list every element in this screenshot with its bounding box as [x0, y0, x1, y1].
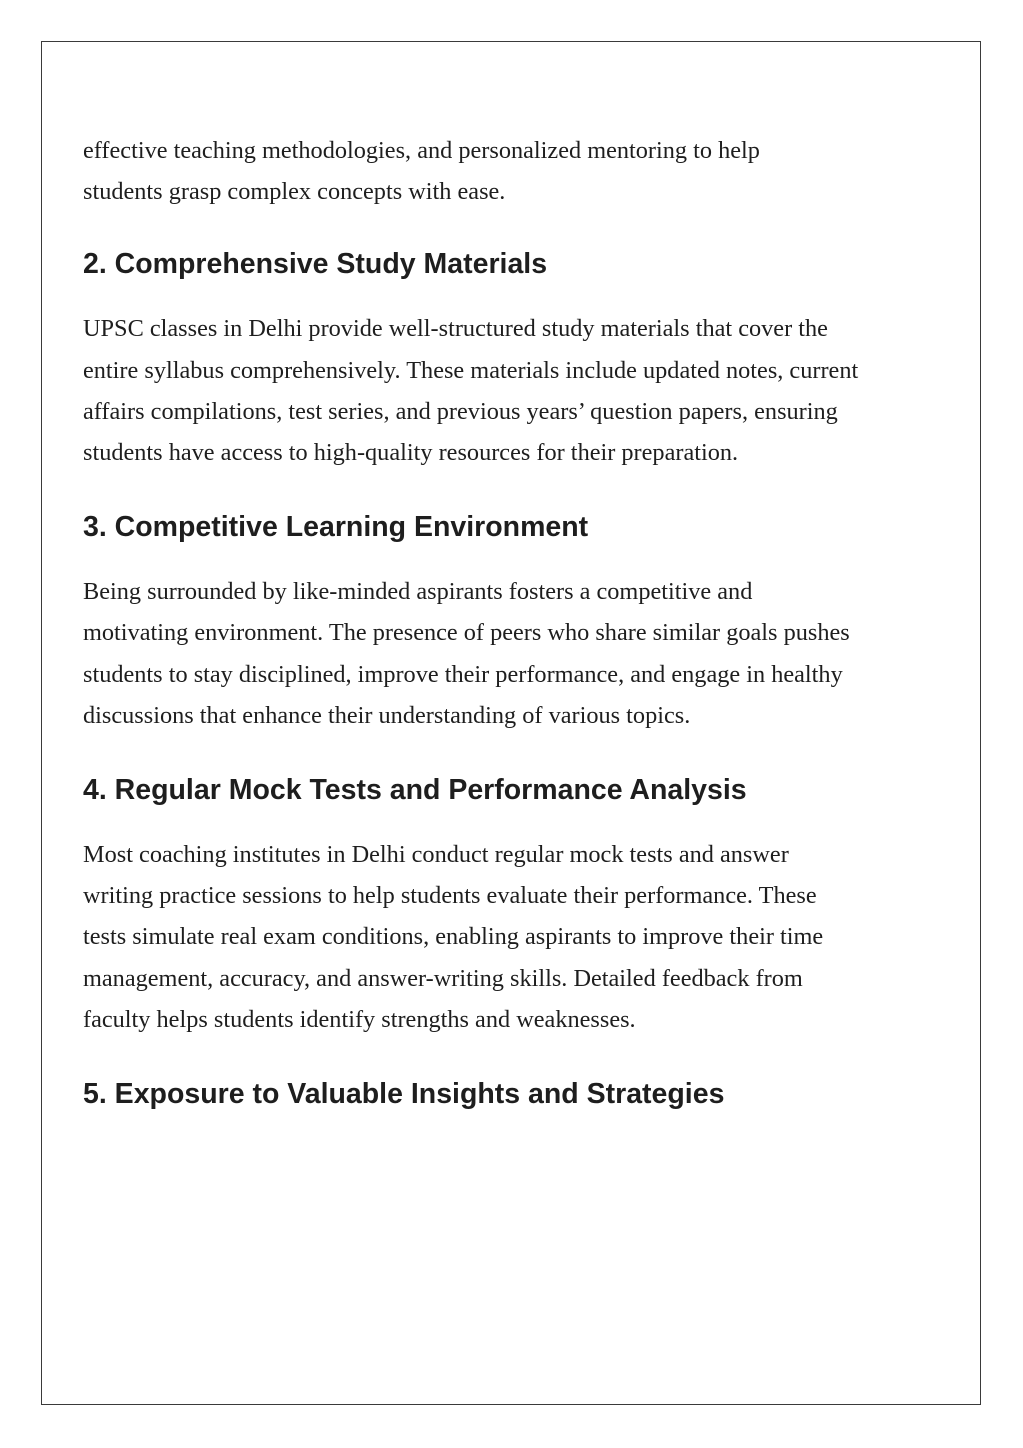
intro-paragraph: effective teaching methodologies, and personalized mentoring to help students grasp complex concepts with ease. [83, 137, 760, 206]
paragraph-study-materials: UPSC classes in Delhi provide well-structured study materials that cover the entire syllabus comprehensively. These materials include updated notes, current affairs compilations, test series, and previous years’ question papers, ensuring students have access to high-quality resources for their preparation. [83, 315, 859, 467]
heading-learning-environment: 3. Competitive Learning Environment [83, 511, 589, 544]
heading-study-materials: 2. Comprehensive Study Materials [83, 248, 548, 281]
heading-mock-tests: 4. Regular Mock Tests and Performance Analysis [83, 774, 747, 807]
heading-insights-strategies: 5. Exposure to Valuable Insights and Strategies [83, 1078, 725, 1111]
paragraph-learning-environment: Being surrounded by like-minded aspirants fosters a competitive and motivating environment. The presence of peers who share similar goals pushes students to stay disciplined, improve their performance, and engage in healthy discussions that enhance their understanding of various topics. [83, 578, 850, 729]
paragraph-mock-tests: Most coaching institutes in Delhi conduct regular mock tests and answer writing practice sessions to help students evaluate their performance. These tests simulate real exam conditions, enabling aspirants to improve their time management, accuracy, and answer-writing skills. Detailed feedback from faculty helps students identify strengths and weaknesses. [83, 841, 824, 1033]
document-content [83, 87, 883, 1112]
